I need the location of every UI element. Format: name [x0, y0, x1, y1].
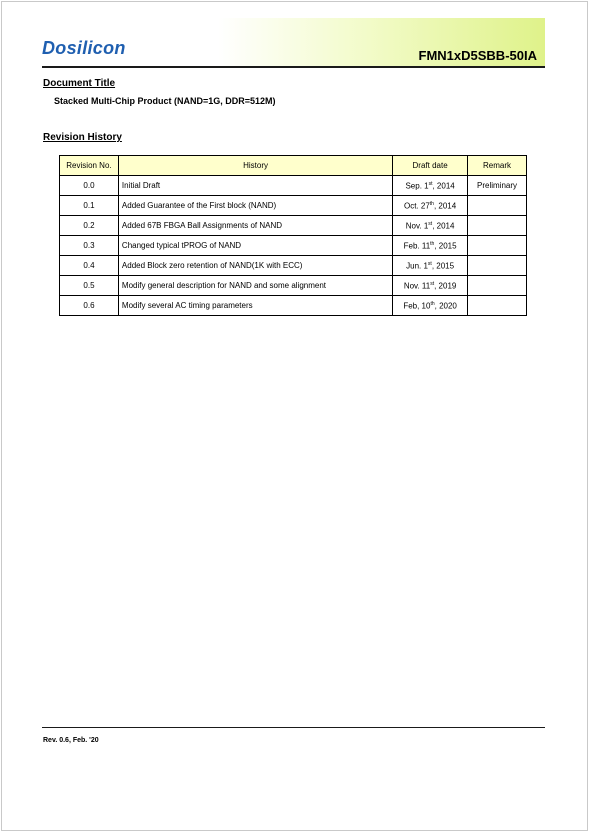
revision-cell: 0.1 [60, 196, 119, 216]
draft-date-cell: Feb, 10th, 2020 [393, 296, 468, 316]
column-header-history: History [118, 156, 392, 176]
draft-date-cell: Nov. 11st, 2019 [393, 276, 468, 296]
history-cell: Initial Draft [118, 176, 392, 196]
history-cell: Added Block zero retention of NAND(1K with ECC) [118, 256, 392, 276]
document-page [1, 1, 588, 831]
draft-date-cell: Feb. 11th, 2015 [393, 236, 468, 256]
revision-history-table [59, 155, 527, 316]
remark-cell [468, 256, 527, 276]
draft-date-cell: Jun. 1st, 2015 [393, 256, 468, 276]
draft-date-cell: Oct. 27th, 2014 [393, 196, 468, 216]
draft-date-cell: Nov. 1st, 2014 [393, 216, 468, 236]
remark-cell: Preliminary [468, 176, 527, 196]
revision-cell: 0.3 [60, 236, 119, 256]
footer-divider [42, 727, 545, 728]
history-cell: Modify several AC timing parameters [118, 296, 392, 316]
revision-history-heading: Revision History [43, 132, 122, 143]
table-row [60, 176, 527, 196]
table-row [60, 216, 527, 236]
remark-cell [468, 276, 527, 296]
revision-cell: 0.5 [60, 276, 119, 296]
revision-cell: 0.0 [60, 176, 119, 196]
remark-cell [468, 216, 527, 236]
header-divider [42, 66, 545, 68]
history-cell: Added 67B FBGA Ball Assignments of NAND [118, 216, 392, 236]
revision-cell: 0.6 [60, 296, 119, 316]
revision-cell: 0.2 [60, 216, 119, 236]
document-title-text: Stacked Multi-Chip Product (NAND=1G, DDR=512M) [54, 96, 276, 106]
table-row [60, 256, 527, 276]
document-id: FMN1xD5SBB-50IA [418, 48, 537, 63]
table-row [60, 276, 527, 296]
table-row [60, 296, 527, 316]
table-row [60, 196, 527, 216]
history-cell: Added Guarantee of the First block (NAND) [118, 196, 392, 216]
remark-cell [468, 236, 527, 256]
table-row [60, 236, 527, 256]
remark-cell [468, 296, 527, 316]
column-header-remark: Remark [468, 156, 527, 176]
column-header-draft-date: Draft date [393, 156, 468, 176]
draft-date-cell: Sep. 1st, 2014 [393, 176, 468, 196]
revision-cell: 0.4 [60, 256, 119, 276]
dosilicon-logo: Dosilicon [42, 38, 126, 58]
column-header-revision: Revision No. [60, 156, 119, 176]
history-cell: Modify general description for NAND and some alignment [118, 276, 392, 296]
remark-cell [468, 196, 527, 216]
document-title-heading: Document Title [43, 78, 116, 89]
footer-revision: Rev. 0.6, Feb. '20 [43, 737, 99, 744]
history-cell: Changed typical tPROG of NAND [118, 236, 392, 256]
table-header-row [60, 156, 527, 176]
